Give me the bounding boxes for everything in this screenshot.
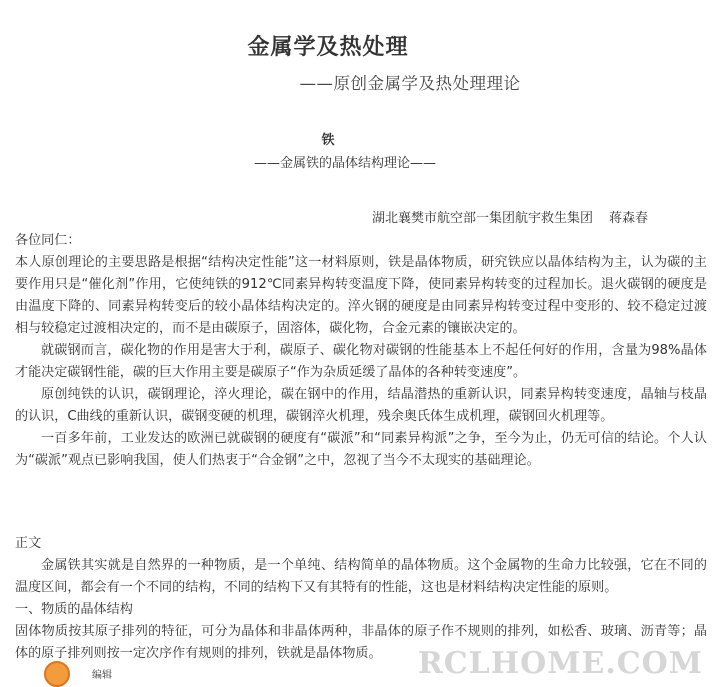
- article-intro: [15, 230, 707, 472]
- author-affiliation: 湖北襄樊市航空部一集团航宇救生集团: [372, 211, 594, 226]
- edit-label[interactable]: 编辑: [92, 670, 112, 681]
- section-subtitle: ——金属铁的晶体结构理论——: [253, 156, 436, 171]
- intro-paragraph-4: 一百多年前，工业发达的欧洲已就碳钢的硬度有“碳派”和“同素异构派”之争，至今为止，仍无可信的结论。个人认为“碳派”观点已影响我国，使人们热衷于“合金钢”之中，忽视了当今不太现实的基础理论。: [15, 431, 707, 468]
- subsection-paragraph: 固体物质按其原子排列的特征，可分为晶体和非晶体两种，非晶体的原子作不规则的排列，如松香、玻璃、沥青等；晶体的原子排列则按一定次序作有规则的排列，铁就是晶体物质。: [15, 624, 707, 661]
- section-title: 铁: [321, 133, 335, 148]
- intro-paragraph-3: 原创纯铁的认识，碳钢理论，淬火理论，碳在钢中的作用，结晶潜热的重新认识，同素异构转变速度，晶轴与枝晶的认识，C曲线的重新认识，碳钢变硬的机理，碳钢淬火机理，残余奥氏体生成机理，碳钢回火机理等。: [15, 387, 707, 424]
- author-name: 蒋森春: [609, 211, 649, 226]
- subsection-heading: 一、物质的晶体结构: [15, 602, 133, 617]
- author-line: [372, 207, 648, 226]
- site-watermark: RCLHOME.COM: [417, 646, 703, 681]
- intro-paragraph-1: 本人原创理论的主要思路是根据“结构决定性能”这一材料原则，铁是晶体物质，研究铁应以晶体结构为主，认为碳的主要作用只是“催化剂”作用，它使纯铁的912℃同素异构转变温度下降，使同素异构转变的过程加长。退火碳钢的硬度是由温度下降的、同素异构转变后的较小晶体结构决定的。淬火钢的硬度是由同素异构转变过程中变形的、较不稳定过渡相与较稳定过渡相决定的，而不是由碳原子，固溶体，碳化物，合金元素的镶嵌决定的。: [15, 255, 707, 336]
- body-heading: 正文: [15, 536, 42, 551]
- greeting: 各位同仁：: [15, 233, 81, 248]
- body-paragraph: 金属铁其实就是自然界的一种物质，是一个单纯、结构简单的晶体物质。这个金属物的生命力比较强，它在不同的温度区间，都会有一个不同的结构，不同的结构下又有其特有的性能，这也是材料结构决定性能的原则。: [15, 558, 707, 595]
- page-title: 金属学及热处理: [247, 35, 409, 60]
- edit-icon[interactable]: [44, 661, 70, 687]
- intro-paragraph-2: 就碳钢而言，碳化物的作用是害大于利，碳原子、碳化物对碳钢的性能基本上不起任何好的作用，含量为98%晶体才能决定碳钢性能，碳的巨大作用主要是碳原子“作为杂质延缓了晶体的各种转变速度”。: [15, 343, 707, 380]
- page-subtitle: ——原创金属学及热处理理论: [299, 74, 521, 93]
